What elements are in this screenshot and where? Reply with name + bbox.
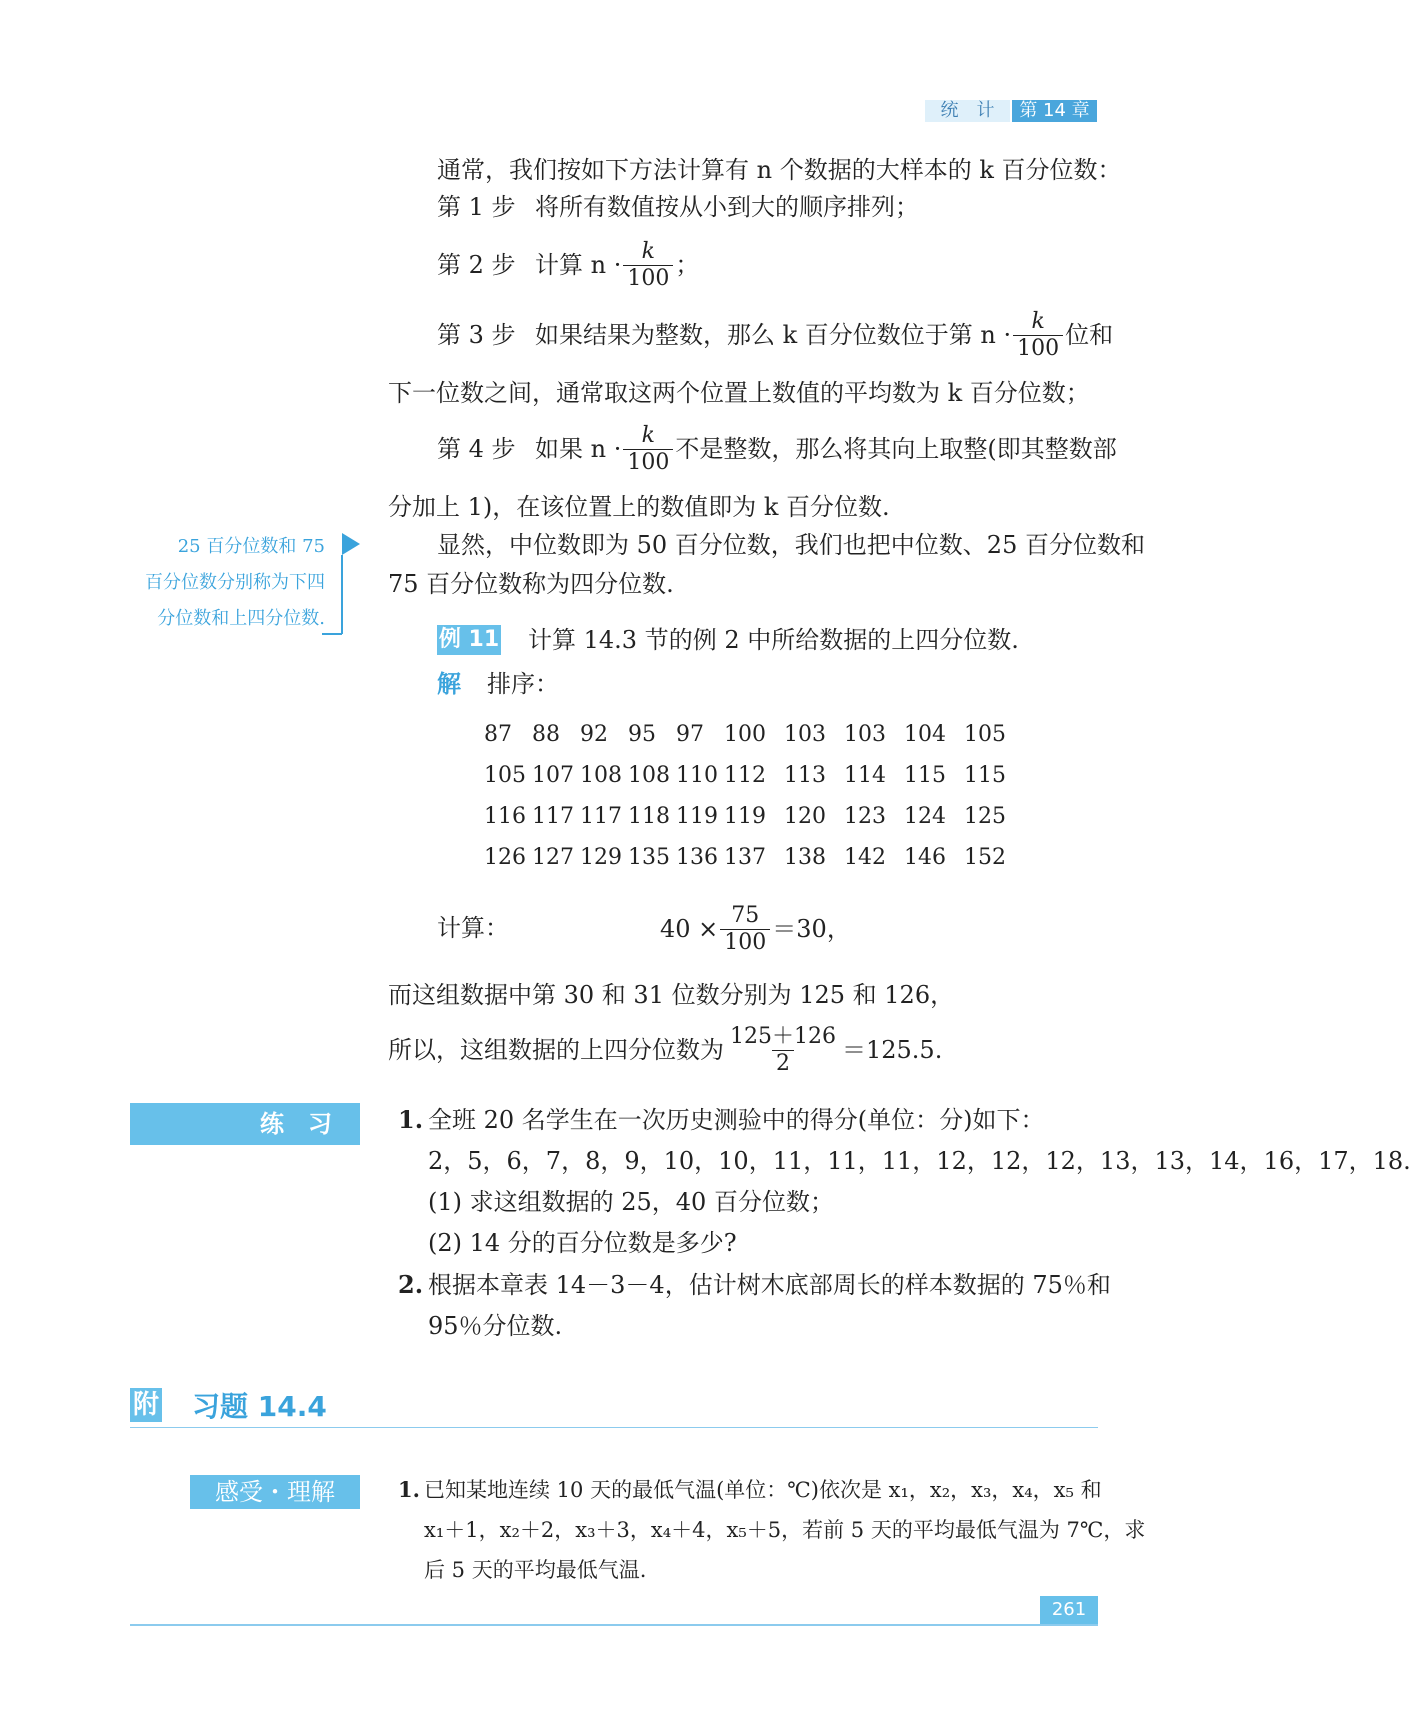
table-cell: 108 xyxy=(580,763,622,788)
step-1 xyxy=(437,189,919,225)
running-header xyxy=(925,100,1010,122)
table-cell: 88 xyxy=(532,722,560,747)
practice-tag: 练 习 xyxy=(130,1103,360,1145)
step-2-post: ； xyxy=(675,251,700,279)
table-row xyxy=(484,755,1024,796)
table-cell: 117 xyxy=(580,804,622,829)
solution xyxy=(437,666,559,702)
exercise-divider xyxy=(130,1427,1098,1428)
step-3-label: 第 3 步 xyxy=(437,321,516,349)
table-cell: 138 xyxy=(784,845,826,870)
understand-number: 1. xyxy=(398,1477,420,1502)
practice-item: 95％分位数. xyxy=(428,1312,563,1340)
result-line-2 xyxy=(388,1020,942,1080)
result-pre: 所以，这组数据的上四分位数为 xyxy=(388,1036,724,1064)
practice-item: 2，5，6，7，8，9，10，10，11，11，11，12，12，12，13，13，14，16，17，18. xyxy=(428,1147,1411,1175)
understand-item xyxy=(398,1470,1145,1590)
table-cell: 118 xyxy=(628,804,670,829)
table-cell: 119 xyxy=(724,804,766,829)
step-4-continuation: 分加上 1)，在该位置上的数值即为 k 百分位数. xyxy=(388,493,890,521)
table-cell: 103 xyxy=(784,722,826,747)
table-cell: 125 xyxy=(964,804,1006,829)
table-cell: 115 xyxy=(964,763,1006,788)
table-cell: 135 xyxy=(628,845,670,870)
practice-item: 1. 全班 20 名学生在一次历史测验中的得分(单位：分)如下： xyxy=(398,1105,1045,1134)
table-cell: 136 xyxy=(676,845,718,870)
exercise-badge: 附 xyxy=(130,1388,162,1422)
margin-note-line: 百分位数分别称为下四 xyxy=(145,572,325,593)
table-cell: 100 xyxy=(724,722,766,747)
step-1-label: 第 1 步 xyxy=(437,193,516,221)
sorted-data-table xyxy=(484,714,1024,878)
table-cell: 129 xyxy=(580,845,622,870)
result-post: ＝125.5. xyxy=(841,1036,943,1064)
table-cell: 123 xyxy=(844,804,886,829)
intro-paragraph: 通常，我们按如下方法计算有 n 个数据的大样本的 k 百分位数： xyxy=(437,156,1122,184)
solution-text: 排序： xyxy=(487,670,559,698)
step-4-post: 不是整数，那么将其向上取整(即其整数部 xyxy=(675,435,1117,463)
step-4-label: 第 4 步 xyxy=(437,435,516,463)
table-cell: 92 xyxy=(580,722,608,747)
table-cell: 142 xyxy=(844,845,886,870)
step-2 xyxy=(437,236,699,294)
practice-list xyxy=(398,1099,1411,1347)
exercise-title: 习题 14.4 xyxy=(192,1390,327,1423)
margin-note xyxy=(110,529,325,637)
table-cell: 152 xyxy=(964,845,1006,870)
table-cell: 110 xyxy=(676,763,718,788)
solution-label: 解 xyxy=(437,669,461,698)
margin-note-bracket xyxy=(326,530,366,640)
table-cell: 113 xyxy=(784,763,826,788)
table-cell: 115 xyxy=(904,763,946,788)
quartile-paragraph-line-1: 显然，中位数即为 50 百分位数，我们也把中位数、25 百分位数和 xyxy=(437,531,1145,559)
margin-note-line: 25 百分位数和 75 xyxy=(177,536,325,557)
fraction-sum-over-2: $\frac{125+126}{2}$ xyxy=(730,1023,836,1076)
table-cell: 146 xyxy=(904,845,946,870)
example-tag: 例 11 xyxy=(437,625,501,655)
table-cell: 87 xyxy=(484,722,512,747)
table-row xyxy=(484,796,1024,837)
step-4-pre: 如果 n · xyxy=(535,435,622,463)
table-cell: 108 xyxy=(628,763,670,788)
table-cell: 105 xyxy=(964,722,1006,747)
fraction-k-over-100: $\frac{k}{100}$ xyxy=(623,423,673,476)
calc-equation xyxy=(660,900,851,958)
table-cell: 120 xyxy=(784,804,826,829)
margin-note-line: 分位数和上四分位数. xyxy=(157,608,325,629)
table-row xyxy=(484,837,1024,878)
example-text: 计算 14.3 节的例 2 中所给数据的上四分位数. xyxy=(528,626,1019,654)
section-name: 统 计 xyxy=(940,100,995,121)
table-cell: 107 xyxy=(532,763,574,788)
practice-item: 2. 根据本章表 14－3－4，估计树木底部周长的样本数据的 75％和 xyxy=(398,1270,1111,1299)
table-cell: 112 xyxy=(724,763,766,788)
table-cell: 104 xyxy=(904,722,946,747)
step-3 xyxy=(437,306,1113,364)
table-cell: 105 xyxy=(484,763,526,788)
result-line-1: 而这组数据中第 30 和 31 位数分别为 125 和 126， xyxy=(388,981,955,1009)
understand-line-2: x₁＋1，x₂＋2，x₃＋3，x₄＋4，x₅＋5，若前 5 天的平均最低气温为 7℃，求 xyxy=(424,1518,1146,1542)
table-cell: 119 xyxy=(676,804,718,829)
table-cell: 137 xyxy=(724,845,766,870)
calc-pre: 40 × xyxy=(660,915,719,943)
footer-rule xyxy=(130,1624,1098,1626)
fraction-75-over-100: $\frac{75}{100}$ xyxy=(720,903,770,956)
table-cell: 114 xyxy=(844,763,886,788)
practice-item: (1) 求这组数据的 25，40 百分位数； xyxy=(428,1188,834,1216)
understand-tag: 感受・理解 xyxy=(190,1475,360,1509)
practice-item: (2) 14 分的百分位数是多少? xyxy=(428,1229,737,1257)
chapter-label: 第 14 章 xyxy=(1012,100,1097,122)
page-number: 261 xyxy=(1040,1596,1098,1624)
step-3-post: 位和 xyxy=(1065,321,1114,349)
table-cell: 126 xyxy=(484,845,526,870)
step-4 xyxy=(437,420,1117,478)
step-3-pre: 如果结果为整数，那么 k 百分位数位于第 n · xyxy=(535,321,1012,349)
table-cell: 116 xyxy=(484,804,526,829)
table-cell: 124 xyxy=(904,804,946,829)
step-3-continuation: 下一位数之间，通常取这两个位置上数值的平均数为 k 百分位数； xyxy=(388,379,1090,407)
step-1-text: 将所有数值按从小到大的顺序排列； xyxy=(535,193,919,221)
calc-label: 计算： xyxy=(437,914,509,942)
step-2-label: 第 2 步 xyxy=(437,251,516,279)
step-2-pre: 计算 n · xyxy=(535,251,622,279)
table-cell: 97 xyxy=(676,722,704,747)
quartile-paragraph-line-2: 75 百分位数称为四分位数. xyxy=(388,570,674,598)
table-cell: 95 xyxy=(628,722,656,747)
fraction-k-over-100: $\frac{k}{100}$ xyxy=(1013,309,1063,362)
understand-line-1: 已知某地连续 10 天的最低气温(单位：℃)依次是 x₁，x₂，x₃，x₄，x₅ 和 xyxy=(424,1478,1102,1502)
table-cell: 127 xyxy=(532,845,574,870)
understand-line-3: 后 5 天的平均最低气温. xyxy=(424,1558,647,1582)
fraction-k-over-100: $\frac{k}{100}$ xyxy=(623,239,673,292)
table-cell: 103 xyxy=(844,722,886,747)
table-row xyxy=(484,714,1024,755)
calc-post: ＝30， xyxy=(772,915,851,943)
table-cell: 117 xyxy=(532,804,574,829)
